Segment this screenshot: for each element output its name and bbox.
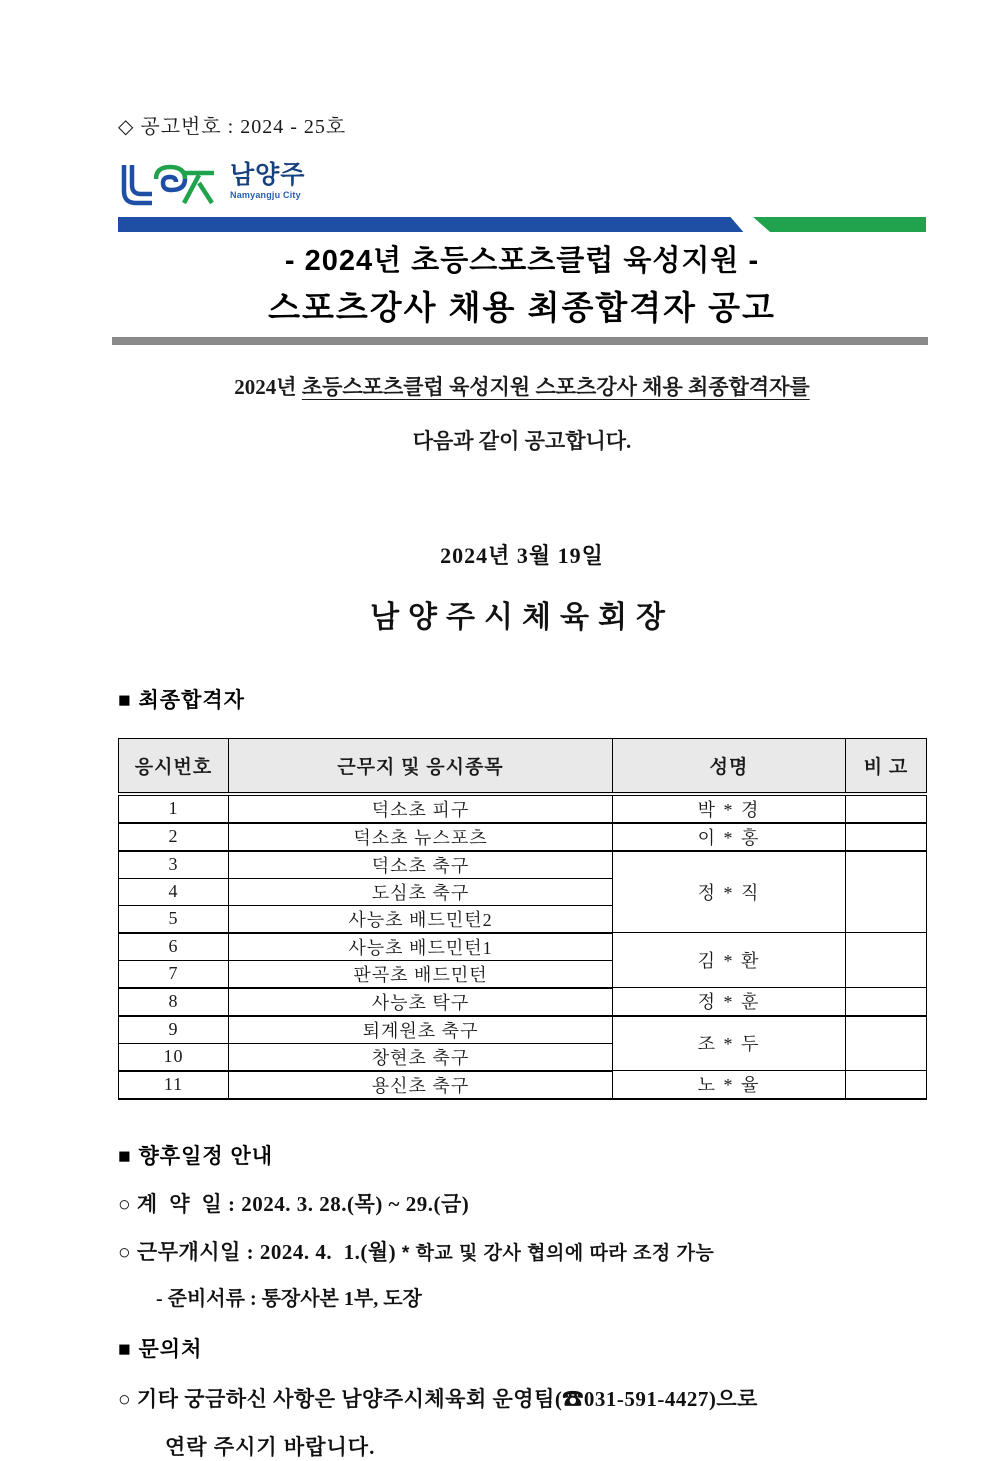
section-schedule-heading: ■ 향후일정 안내 xyxy=(118,1144,274,1168)
schedule-contract-date: ○ 계 약 일 : 2024. 3. 28.(목) ~ 29.(금) xyxy=(118,1191,470,1216)
schedule-start-date-main: ○ 근무개시일 : 2024. 4. 1.(월) xyxy=(118,1239,402,1264)
schedule-adjust-note: * 학교 및 강사 협의에 따라 조정 가능 xyxy=(401,1242,715,1264)
cell-no: 3 xyxy=(119,851,229,879)
table-row xyxy=(119,1016,927,1044)
cell-no: 5 xyxy=(119,905,229,933)
table-row xyxy=(119,1071,927,1099)
section-contact-heading: ■ 문의처 xyxy=(118,1337,203,1361)
cell-post: 퇴계원초 축구 xyxy=(229,1016,613,1044)
cell-name: 박 * 경 xyxy=(613,794,846,823)
cell-post: 용신초 축구 xyxy=(229,1071,613,1099)
cell-no: 7 xyxy=(119,960,229,988)
cell-post: 사능초 탁구 xyxy=(229,988,613,1016)
contact-line-1: ○ 기타 궁금하신 사항은 남양주시체육회 운영팀(☎031-591-4427)으로 xyxy=(118,1386,758,1411)
cell-name-merged: 김 * 환 xyxy=(613,933,846,988)
table-row xyxy=(119,851,927,879)
table-row xyxy=(119,794,927,823)
namyangju-logo-icon xyxy=(118,161,220,211)
signer-title: 남양주시체육회장 xyxy=(370,601,674,634)
contact-line-2: 연락 주시기 바랍니다. xyxy=(165,1434,376,1459)
cell-remark xyxy=(846,988,927,1016)
cell-post: 사능초 배드민턴1 xyxy=(229,933,613,961)
document-content xyxy=(118,0,926,1461)
intro-line-1 xyxy=(118,371,926,401)
cell-post: 도심초 축구 xyxy=(229,878,613,905)
cell-name: 정 * 훈 xyxy=(613,988,846,1016)
title-underline-rule xyxy=(112,337,928,345)
cell-post: 덕소초 뉴스포츠 xyxy=(229,823,613,851)
cell-post: 사능초 배드민턴2 xyxy=(229,905,613,933)
cell-no: 11 xyxy=(119,1071,229,1099)
cell-no: 9 xyxy=(119,1016,229,1044)
logo-text xyxy=(230,163,305,200)
title-line-2: 스포츠강사 채용 최종합격자 공고 xyxy=(268,289,776,326)
cell-remark-merged xyxy=(846,933,927,988)
col-header-remarks: 비 고 xyxy=(846,739,927,794)
logo-city-name: 남양주 xyxy=(230,161,306,189)
header-banner xyxy=(118,217,926,232)
cell-no: 2 xyxy=(119,823,229,851)
cell-name: 노 * 율 xyxy=(613,1071,846,1099)
announcement-date: 2024년 3월 19일 xyxy=(440,543,604,568)
title-block xyxy=(118,238,926,329)
cell-name: 이 * 홍 xyxy=(613,823,846,851)
section-final-pass-heading: ■ 최종합격자 xyxy=(118,689,245,712)
intro-prefix: 2024년 xyxy=(234,375,302,399)
cell-post: 덕소초 피구 xyxy=(229,794,613,823)
cell-no: 4 xyxy=(119,878,229,905)
cell-remark-merged xyxy=(846,1016,927,1071)
cell-no: 1 xyxy=(119,794,229,823)
col-header-name: 성명 xyxy=(613,739,846,794)
cell-no: 10 xyxy=(119,1043,229,1071)
col-header-post-event: 근무지 및 응시종목 xyxy=(229,739,613,794)
table-row xyxy=(119,823,927,851)
col-header-applicant-no: 응시번호 xyxy=(119,739,229,794)
cell-post: 창현초 축구 xyxy=(229,1043,613,1071)
logo-city-name-en: Namyangju City xyxy=(230,190,301,200)
table-row xyxy=(119,988,927,1016)
cell-remark xyxy=(846,794,927,823)
table-header-row xyxy=(119,739,927,794)
notice-number: ◇ 공고번호 : 2024 - 25호 xyxy=(118,116,347,138)
cell-remark-merged xyxy=(846,851,927,933)
cell-name-merged: 조 * 두 xyxy=(613,1016,846,1071)
cell-post: 판곡초 배드민턴 xyxy=(229,960,613,988)
cell-no: 8 xyxy=(119,988,229,1016)
table-row xyxy=(119,933,927,961)
intro-underlined-phrase: 초등스포츠클럽 육성지원 스포츠강사 채용 최종합격자를 xyxy=(301,375,810,399)
intro-line-2: 다음과 같이 공고합니다. xyxy=(412,429,632,453)
cell-remark xyxy=(846,823,927,851)
cell-post: 덕소초 축구 xyxy=(229,851,613,879)
cell-no: 6 xyxy=(119,933,229,961)
cell-remark xyxy=(846,1071,927,1099)
schedule-documents: - 준비서류 : 통장사본 1부, 도장 xyxy=(156,1287,422,1310)
cell-name-merged: 정 * 직 xyxy=(613,851,846,933)
title-line-1: - 2024년 초등스포츠클럽 육성지원 - xyxy=(284,245,760,277)
city-logo xyxy=(118,161,926,213)
intro-paragraph xyxy=(118,371,926,455)
final-pass-table xyxy=(118,738,927,1100)
schedule-start-date xyxy=(118,1236,926,1266)
